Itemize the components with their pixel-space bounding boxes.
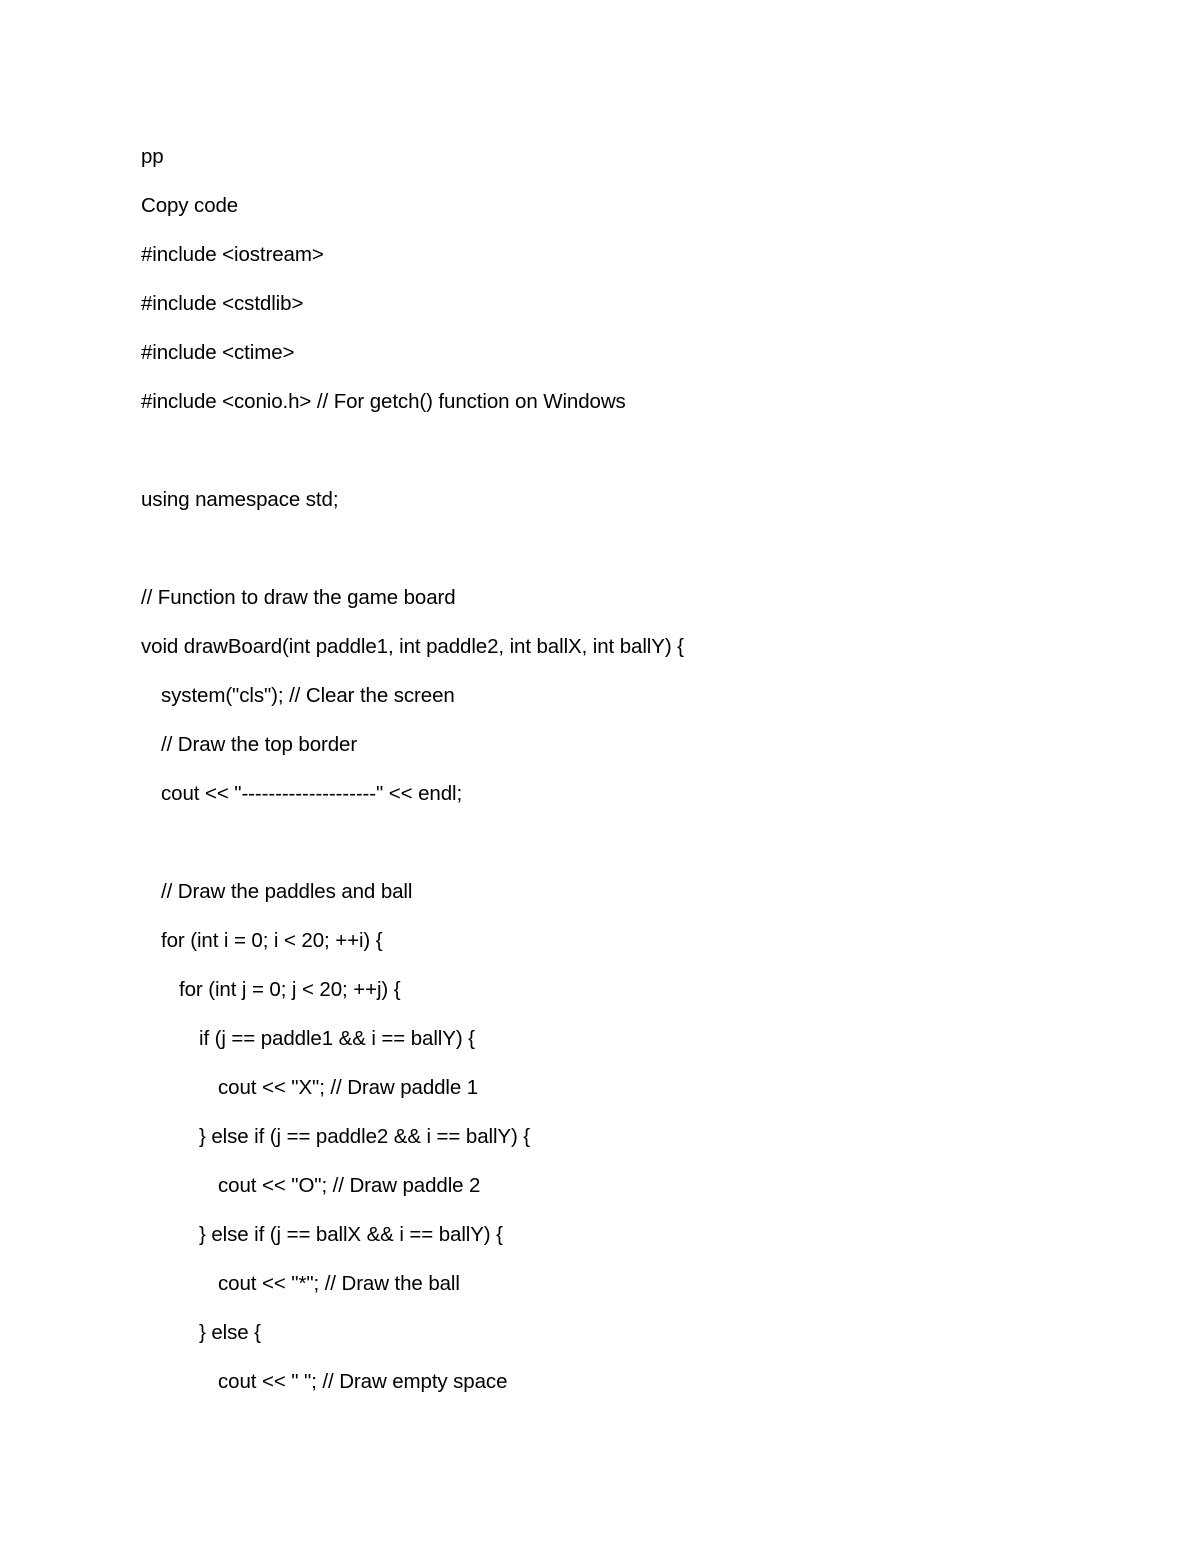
blank-line	[141, 435, 1141, 484]
code-line: cout << "--------------------" << endl;	[161, 782, 463, 805]
code-line: // Draw the paddles and ball	[161, 880, 413, 903]
code-line: #include <iostream>	[141, 243, 324, 266]
blank-line	[141, 827, 1141, 876]
code-line: for (int j = 0; j < 20; ++j) {	[179, 978, 401, 1001]
code-line: cout << "*"; // Draw the ball	[218, 1272, 460, 1295]
code-line: void drawBoard(int paddle1, int paddle2, int ballX, int ballY) {	[141, 635, 684, 658]
code-line: } else if (j == paddle2 && i == ballY) {	[199, 1125, 531, 1148]
code-line: system("cls"); // Clear the screen	[161, 684, 455, 707]
blank-line	[141, 533, 1141, 582]
code-line: } else if (j == ballX && i == ballY) {	[199, 1223, 503, 1246]
code-line: } else {	[199, 1321, 261, 1344]
code-line: using namespace std;	[141, 488, 339, 511]
text-line: Copy code	[141, 194, 239, 217]
code-line: cout << "X"; // Draw paddle 1	[218, 1076, 479, 1099]
code-line: cout << "O"; // Draw paddle 2	[218, 1174, 481, 1197]
code-line: // Draw the top border	[161, 733, 358, 756]
code-line: cout << " "; // Draw empty space	[218, 1370, 508, 1393]
code-text-block	[141, 141, 1141, 1415]
text-line: pp	[141, 145, 164, 168]
code-line: // Function to draw the game board	[141, 586, 456, 609]
code-line: if (j == paddle1 && i == ballY) {	[199, 1027, 475, 1050]
code-line: #include <cstdlib>	[141, 292, 304, 315]
code-line: #include <ctime>	[141, 341, 295, 364]
code-line: #include <conio.h> // For getch() function on Windows	[141, 390, 626, 413]
code-line: for (int i = 0; i < 20; ++i) {	[161, 929, 383, 952]
